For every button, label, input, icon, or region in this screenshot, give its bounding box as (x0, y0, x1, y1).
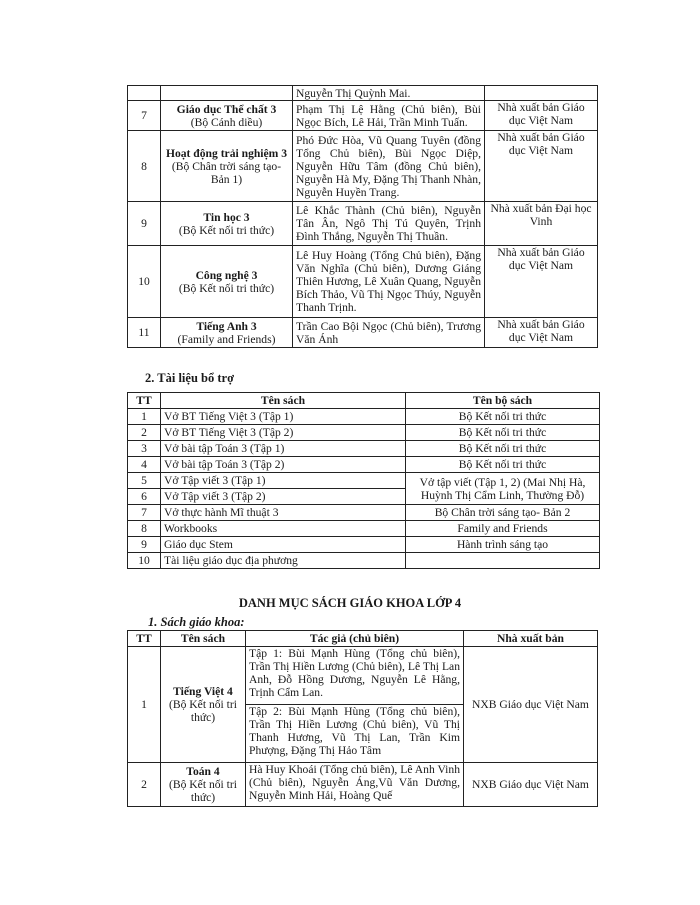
book-name: Giáo dục Stem (161, 537, 406, 553)
section-heading-textbooks: 1. Sách giáo khoa: (148, 615, 245, 629)
column-header: Tên sách (161, 393, 406, 409)
row-number: 10 (128, 553, 161, 569)
book-name: Vở bài tập Toán 3 (Tập 2) (161, 457, 406, 473)
book-set: Hành trình sáng tạo (406, 537, 600, 553)
row-number: 2 (128, 425, 161, 441)
row-number: 11 (128, 318, 161, 348)
column-header: Tác giả (chủ biên) (246, 631, 464, 647)
row-number: 2 (128, 763, 161, 807)
book-title: Hoạt động trải nghiệm 3 (165, 146, 288, 160)
book-title: Công nghệ 3 (195, 268, 258, 282)
table-row (128, 86, 598, 101)
book-series: (Bộ Cánh diều) (190, 115, 263, 129)
book-series: (Bộ Chân trời sáng tạo- Bản 1) (171, 159, 282, 186)
row-number: 1 (128, 647, 161, 763)
column-header: Tên sách (161, 631, 246, 647)
book-title: Tin học 3 (203, 210, 250, 224)
table-row (128, 202, 598, 246)
author-cell: Phó Đức Hòa, Vũ Quang Tuyên (đồng Tổng Chủ biên), Bùi Ngọc Diệp, Nguyễn Hữu Tâm (đồng Chủ biên), Nguyễn Hà My, Đặng Thị Thanh Nhàn, Nguyễn Huyền Trang. (293, 131, 485, 202)
table-row (128, 537, 600, 553)
table-row (128, 457, 600, 473)
author-cell: Tập 2: Bùi Mạnh Hùng (Tổng chủ biên), Trần Thị Hiền Lương (Chủ biên), Vũ Thị Thanh Hương, Vũ Thị Lan, Trần Kim Phượng, Đặng Thị Hảo Tâm (246, 705, 464, 763)
book-name (161, 86, 293, 101)
author-cell: Lê Huy Hoàng (Tổng Chủ biên), Đặng Văn Nghĩa (Chủ biên), Dương Giáng Thiên Hương, Lê Xuân Quang, Nguyễn Bích Thảo, Vũ Thị Ngọc Thúy, Nguyễn Thanh Trịnh. (293, 246, 485, 318)
book-name: Vở Tập viết 3 (Tập 2) (161, 489, 406, 505)
table-row (128, 441, 600, 457)
column-header: TT (128, 393, 161, 409)
table-row (128, 409, 600, 425)
book-series: (Family and Friends) (177, 332, 276, 346)
table-header-row (128, 631, 598, 647)
book-name (161, 318, 293, 348)
table-row (128, 473, 600, 489)
publisher-cell: Nhà xuất bản Giáo dục Việt Nam (485, 246, 598, 318)
author-cell: Nguyễn Thị Quỳnh Mai. (293, 86, 485, 101)
table-header-row (128, 393, 600, 409)
row-number: 6 (128, 489, 161, 505)
publisher-cell: Nhà xuất bản Đại học Vinh (485, 202, 598, 246)
textbook-table-grade-3 (127, 85, 598, 348)
book-set: Family and Friends (406, 521, 600, 537)
book-title: Tiếng Anh 3 (196, 319, 257, 333)
book-name: Vở bài tập Toán 3 (Tập 1) (161, 441, 406, 457)
publisher-cell: Nhà xuất bản Giáo dục Việt Nam (485, 318, 598, 348)
row-number: 7 (128, 101, 161, 131)
book-set: Bộ Kết nối tri thức (406, 457, 600, 473)
row-number: 10 (128, 246, 161, 318)
publisher-cell (485, 86, 598, 101)
book-title: Giáo dục Thể chất 3 (176, 102, 277, 116)
column-header: Nhà xuất bản (464, 631, 598, 647)
row-number: 9 (128, 202, 161, 246)
book-set: Bộ Kết nối tri thức (406, 409, 600, 425)
row-number: 8 (128, 521, 161, 537)
book-name (161, 246, 293, 318)
book-name: Vở BT Tiếng Việt 3 (Tập 1) (161, 409, 406, 425)
book-name (161, 202, 293, 246)
publisher-cell: NXB Giáo dục Việt Nam (464, 647, 598, 763)
page-title: DANH MỤC SÁCH GIÁO KHOA LỚP 4 (238, 596, 462, 610)
author-cell: Hà Huy Khoái (Tổng chủ biên), Lê Anh Vinh (Chủ biên), Nguyễn Áng,Vũ Văn Dương, Nguyễn Minh Hải, Hoàng Quế (246, 763, 464, 807)
row-number (128, 86, 161, 101)
book-name (161, 647, 246, 763)
book-series: (Bộ Kết nối tri thức) (169, 698, 237, 724)
publisher-cell: NXB Giáo dục Việt Nam (464, 763, 598, 807)
row-number: 7 (128, 505, 161, 521)
row-number: 5 (128, 473, 161, 489)
book-name: Vở BT Tiếng Việt 3 (Tập 2) (161, 425, 406, 441)
book-series: (Bộ Kết nối tri thức) (178, 223, 275, 237)
book-name: Vở Tập viết 3 (Tập 1) (161, 473, 406, 489)
table-row (128, 521, 600, 537)
book-series: (Bộ Kết nối tri thức) (169, 778, 237, 804)
book-name: Vở thực hành Mĩ thuật 3 (161, 505, 406, 521)
book-set: Bộ Kết nối tri thức (406, 441, 600, 457)
table-row (128, 763, 598, 807)
book-name (161, 131, 293, 202)
publisher-cell: Nhà xuất bản Giáo dục Việt Nam (485, 101, 598, 131)
table-row (128, 101, 598, 131)
table-row (128, 647, 598, 705)
book-series: (Bộ Kết nối tri thức) (178, 281, 275, 295)
book-title: Tiếng Việt 4 (173, 685, 233, 698)
book-set: Vở tập viết (Tập 1, 2) (Mai Nhị Hà, Huỳnh Thị Cẩm Linh, Thường Đỗ) (406, 473, 600, 505)
table-row (128, 131, 598, 202)
author-cell: Trần Cao Bội Ngọc (Chủ biên), Trương Văn Ánh (293, 318, 485, 348)
table-row (128, 505, 600, 521)
textbook-table-grade-4 (127, 630, 598, 807)
row-number: 9 (128, 537, 161, 553)
book-set: Bộ Chân trời sáng tạo- Bản 2 (406, 505, 600, 521)
book-name (161, 763, 246, 807)
row-number: 8 (128, 131, 161, 202)
author-cell: Tập 1: Bùi Mạnh Hùng (Tổng chủ biên), Trần Thị Hiền Lương (Chủ biên), Lê Thị Lan Anh, Đỗ Hồng Dương, Nguyễn Lê Hằng, Trịnh Cẩm Lan. (246, 647, 464, 705)
row-number: 1 (128, 409, 161, 425)
book-name: Workbooks (161, 521, 406, 537)
author-cell: Lê Khắc Thành (Chủ biên), Nguyễn Tân Ân, Ngô Thị Tú Quyên, Trịnh Đình Thắng, Nguyễn Thị Thuần. (293, 202, 485, 246)
author-cell: Phạm Thị Lệ Hằng (Chủ biên), Bùi Ngọc Bích, Lê Hải, Trần Minh Tuấn. (293, 101, 485, 131)
book-set (406, 553, 600, 569)
row-number: 4 (128, 457, 161, 473)
supplementary-materials-table (127, 392, 600, 569)
table-row (128, 553, 600, 569)
book-set: Bộ Kết nối tri thức (406, 425, 600, 441)
publisher-cell: Nhà xuất bản Giáo dục Việt Nam (485, 131, 598, 202)
section-heading-supplementary: 2. Tài liệu bổ trợ (145, 371, 234, 385)
book-title: Toán 4 (186, 765, 220, 778)
table-row (128, 425, 600, 441)
book-name (161, 101, 293, 131)
row-number: 3 (128, 441, 161, 457)
table-row (128, 318, 598, 348)
table-row (128, 246, 598, 318)
column-header: TT (128, 631, 161, 647)
column-header: Tên bộ sách (406, 393, 600, 409)
book-name: Tài liệu giáo dục địa phương (161, 553, 406, 569)
